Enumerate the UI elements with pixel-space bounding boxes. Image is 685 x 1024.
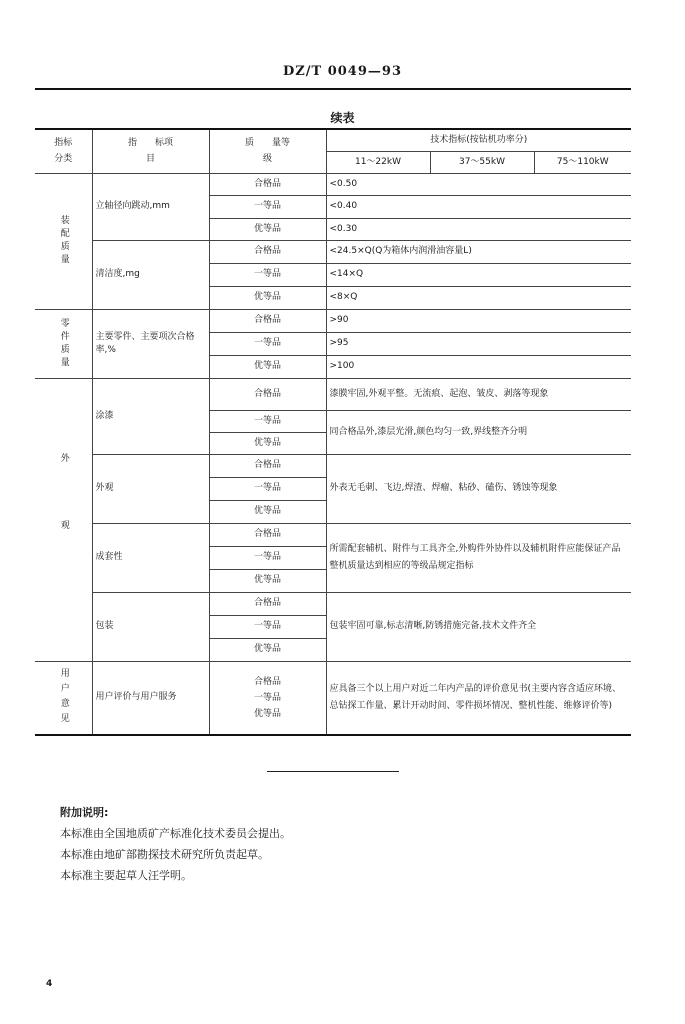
- grade-cell: 一等品: [209, 615, 326, 638]
- table-row: [35, 454, 631, 477]
- table-row: [35, 240, 631, 263]
- item-cell: 用户评价与用户服务: [92, 661, 209, 735]
- item-cell: 外观: [92, 454, 209, 523]
- grade-cell: 一等品: [209, 195, 326, 218]
- grade-cell: 合格品: [209, 454, 326, 477]
- grade-cell: 一等品: [209, 332, 326, 355]
- value-cell: 包装牢固可靠,标志清晰,防锈措施完备,技术文件齐全: [326, 592, 631, 661]
- grade-cell: 合格品: [209, 523, 326, 546]
- table-row: [35, 523, 631, 546]
- category-cell: 外观: [35, 378, 92, 661]
- category-cell: 零件质量: [35, 309, 92, 378]
- grade-cell: 合格品: [209, 309, 326, 332]
- table-row: [35, 378, 631, 410]
- header-rule: [35, 88, 631, 90]
- grade-cell: 优等品: [209, 355, 326, 378]
- grade-cell: 一等品: [209, 477, 326, 500]
- notes-title: 附加说明:: [60, 806, 109, 819]
- grade-cell: 优等品: [209, 286, 326, 309]
- grade-header: 质 量等 级: [209, 129, 326, 173]
- grade-cell: 合格品: [209, 240, 326, 263]
- value-cell: <24.5×Q(Q为箱体内润滑油容量L): [326, 240, 631, 263]
- item-cell: 立轴径向跳动,mm: [92, 173, 209, 240]
- value-cell: <14×Q: [326, 263, 631, 286]
- power-col-2: 37～55kW: [430, 151, 534, 173]
- item-cell: 包装: [92, 592, 209, 661]
- grade-cell: 合格品 一等品 优等品: [209, 661, 326, 735]
- grade-cell: 合格品: [209, 592, 326, 615]
- table-row: [35, 173, 631, 195]
- category-cell: 装配质量: [35, 173, 92, 309]
- value-cell: <8×Q: [326, 286, 631, 309]
- table-row: [35, 592, 631, 615]
- grade-cell: 优等品: [209, 218, 326, 240]
- category-header: 指标分类: [35, 129, 92, 173]
- notes-line: 本标准主要起草人汪学明。: [60, 869, 192, 882]
- grade-cell: 优等品: [209, 569, 326, 592]
- value-cell: 漆膜牢固,外观平整。无流痕、起泡、皱皮、剥落等现象: [326, 378, 631, 410]
- table-row: [35, 309, 631, 332]
- notes-line: 本标准由全国地质矿产标准化技术委员会提出。: [60, 827, 291, 840]
- value-cell: >90: [326, 309, 631, 332]
- value-cell: >95: [326, 332, 631, 355]
- grade-cell: 优等品: [209, 432, 326, 454]
- table-header-row: [35, 129, 631, 151]
- power-col-1: 11～22kW: [326, 151, 430, 173]
- standard-code: DZ/T 0049—93: [283, 64, 402, 79]
- value-cell: 应具备三个以上用户对近二年内产品的评价意见书(主要内容含适应环境、总钻探工作量、累计开动时间、零件损坏情况、整机性能、维修评价等): [326, 661, 631, 735]
- end-rule: [267, 771, 399, 772]
- item-cell: 成套性: [92, 523, 209, 592]
- category-cell: 用户意见: [35, 661, 92, 735]
- notes-line: 本标准由地矿部勘探技术研究所负责起草。: [60, 848, 269, 861]
- grade-cell: 一等品: [209, 546, 326, 569]
- item-cell: 清洁度,mg: [92, 240, 209, 309]
- power-col-3: 75～110kW: [534, 151, 631, 173]
- table-row: [35, 661, 631, 735]
- grade-cell: 一等品: [209, 263, 326, 286]
- table-title: 续表: [330, 111, 355, 125]
- value-cell: 外表无毛刺、飞边,焊渣、焊瘤、粘砂、磕伤、锈蚀等现象: [326, 454, 631, 523]
- value-cell: 所需配套辅机、附件与工具齐全,外购件外协件以及辅机附件应能保证产品整机质量达到相应的等级品规定指标: [326, 523, 631, 592]
- additional-notes: [60, 802, 291, 886]
- grade-cell: 一等品: [209, 410, 326, 432]
- grade-cell: 合格品: [209, 378, 326, 410]
- grade-cell: 合格品: [209, 173, 326, 195]
- indicator-header: 指 标项 目: [92, 129, 209, 173]
- value-cell: <0.30: [326, 218, 631, 240]
- grade-cell: 优等品: [209, 638, 326, 661]
- item-cell: 主要零件、主要项次合格率,%: [92, 309, 209, 378]
- value-cell: <0.50: [326, 173, 631, 195]
- value-cell: <0.40: [326, 195, 631, 218]
- value-cell: 同合格品外,漆层光滑,颜色均匀一致,界线整齐分明: [326, 410, 631, 454]
- spec-table: [35, 128, 631, 736]
- page-number: 4: [46, 979, 53, 989]
- grade-cell: 优等品: [209, 500, 326, 523]
- item-cell: 涂漆: [92, 378, 209, 454]
- spec-header: 技术指标(按钻机功率分): [326, 129, 631, 151]
- value-cell: >100: [326, 355, 631, 378]
